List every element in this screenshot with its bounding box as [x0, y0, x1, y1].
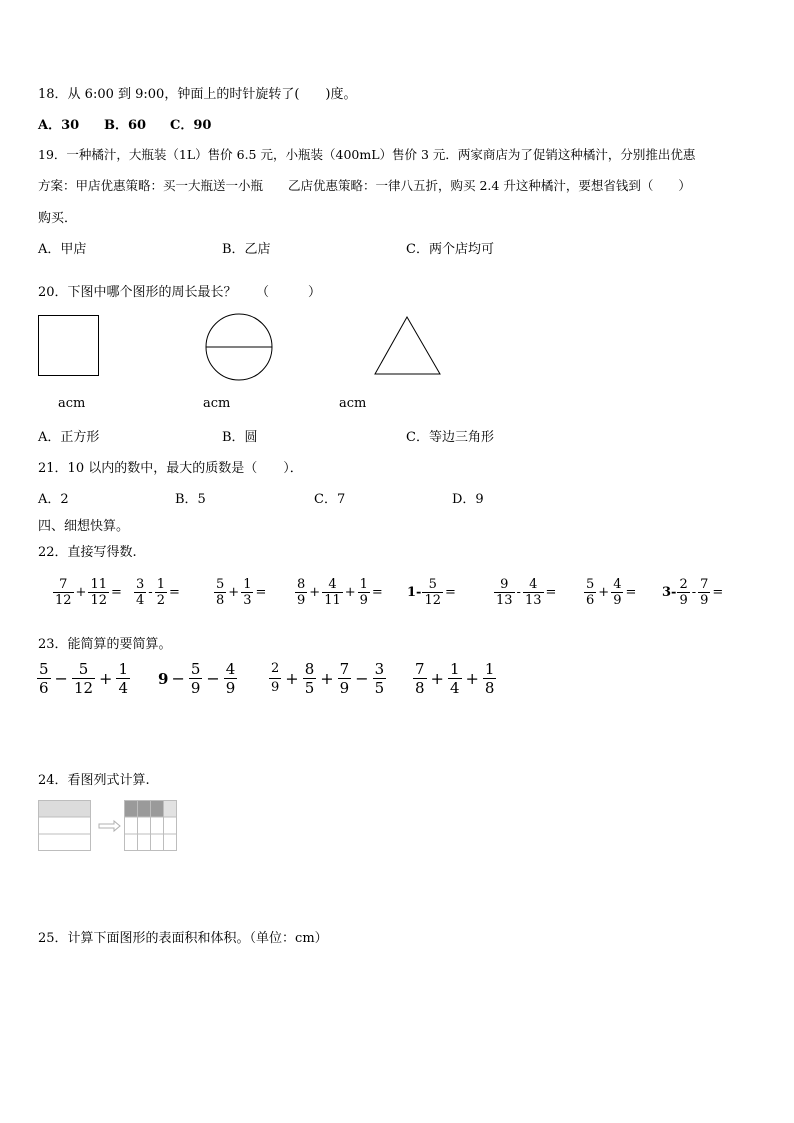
- q22-expr-4: $\frac{8}{9}$ + $\frac{4}{11}$ + $\frac{1}{9}$ =: [297, 577, 383, 608]
- q20-text: 20．下图中哪个图形的周长最长？ （ ）: [38, 285, 322, 300]
- q25-text: 25．计算下面图形的表面积和体积。（单位：cm）: [38, 931, 328, 946]
- q19-option-c[interactable]: C．两个店均可: [406, 242, 494, 257]
- q21-text: 21．10 以内的数中，最大的质数是（ ）．: [38, 461, 303, 476]
- q20-option-a[interactable]: A．正方形: [38, 430, 100, 445]
- q22-expr-7: $\frac{5}{6}$ + $\frac{4}{9}$ =: [586, 577, 637, 608]
- q23-expr-4: $\frac{7}{8}$ + $\frac{1}{4}$ + $\frac{1}{8}$: [415, 660, 495, 697]
- q22-expr-3: $\frac{5}{8}$ + $\frac{1}{3}$ =: [216, 577, 267, 608]
- q22-text: 22．直接写得数.: [38, 545, 137, 560]
- q21-option-c[interactable]: C．7: [314, 492, 346, 507]
- q22-expr-8: 3- $\frac{2}{9}$ - $\frac{7}{9}$ =: [662, 577, 724, 608]
- q19-option-b[interactable]: B．乙店: [222, 242, 271, 257]
- q18-text: 18．从 6:00 到 9:00，钟面上的时针旋转了( )度。: [38, 87, 357, 102]
- triangle-label: acm: [339, 396, 367, 411]
- q20-option-c[interactable]: C．等边三角形: [406, 430, 494, 445]
- circle-label: acm: [203, 396, 231, 411]
- q19-option-a[interactable]: A．甲店: [38, 242, 87, 257]
- q22-expr-2: $\frac{3}{4}$ - $\frac{1}{2}$ =: [136, 577, 180, 608]
- q22-expr-1: $\frac{7}{12}$ + $\frac{11}{12}$ =: [55, 577, 122, 608]
- q24-diagram: [38, 800, 178, 852]
- q19-line2: 方案：甲店优惠策略：买一大瓶送一小瓶 乙店优惠策略：一律八五折，购买 2.4 升这种橘汁，要想省钱到（ ）: [38, 178, 691, 193]
- triangle-figure: [374, 316, 442, 376]
- q19-line3: 购买．: [38, 211, 78, 226]
- q23-expr-1: $\frac{5}{6}$ − $\frac{5}{12}$ + $\frac{1}{4}$: [39, 660, 128, 697]
- circle-figure: [205, 313, 275, 383]
- section-title: 四、细想快算。: [38, 519, 130, 534]
- q18-option-b[interactable]: B．60: [104, 118, 147, 133]
- q22-expr-5: 1- $\frac{5}{12}$ =: [407, 577, 456, 608]
- q21-option-a[interactable]: A．2: [38, 492, 69, 507]
- q20-option-b[interactable]: B．圆: [222, 430, 258, 445]
- q23-expr-3: $\frac{2}{9}$ + $\frac{8}{5}$ + $\frac{7}{9}$ − $\frac{3}{5}$: [271, 660, 385, 697]
- q23-text: 23．能简算的要简算。: [38, 637, 172, 652]
- q24-text: 24．看图列式计算.: [38, 773, 150, 788]
- square-label: acm: [58, 396, 86, 411]
- square-figure: [38, 315, 100, 377]
- q18-option-a[interactable]: A．30: [38, 118, 80, 133]
- q19-line1: 19．一种橘汁，大瓶装（1L）售价 6.5 元，小瓶装（400mL）售价 3 元．两家商店为了促销这种橘汁，分别推出优惠: [38, 147, 696, 162]
- q18-option-c[interactable]: C．90: [170, 118, 212, 133]
- q21-option-d[interactable]: D．9: [452, 492, 484, 507]
- q21-option-b[interactable]: B．5: [175, 492, 206, 507]
- q22-expr-6: $\frac{9}{13}$ - $\frac{4}{13}$ =: [496, 577, 557, 608]
- q23-expr-2: 9 − $\frac{5}{9}$ − $\frac{4}{9}$: [158, 660, 236, 697]
